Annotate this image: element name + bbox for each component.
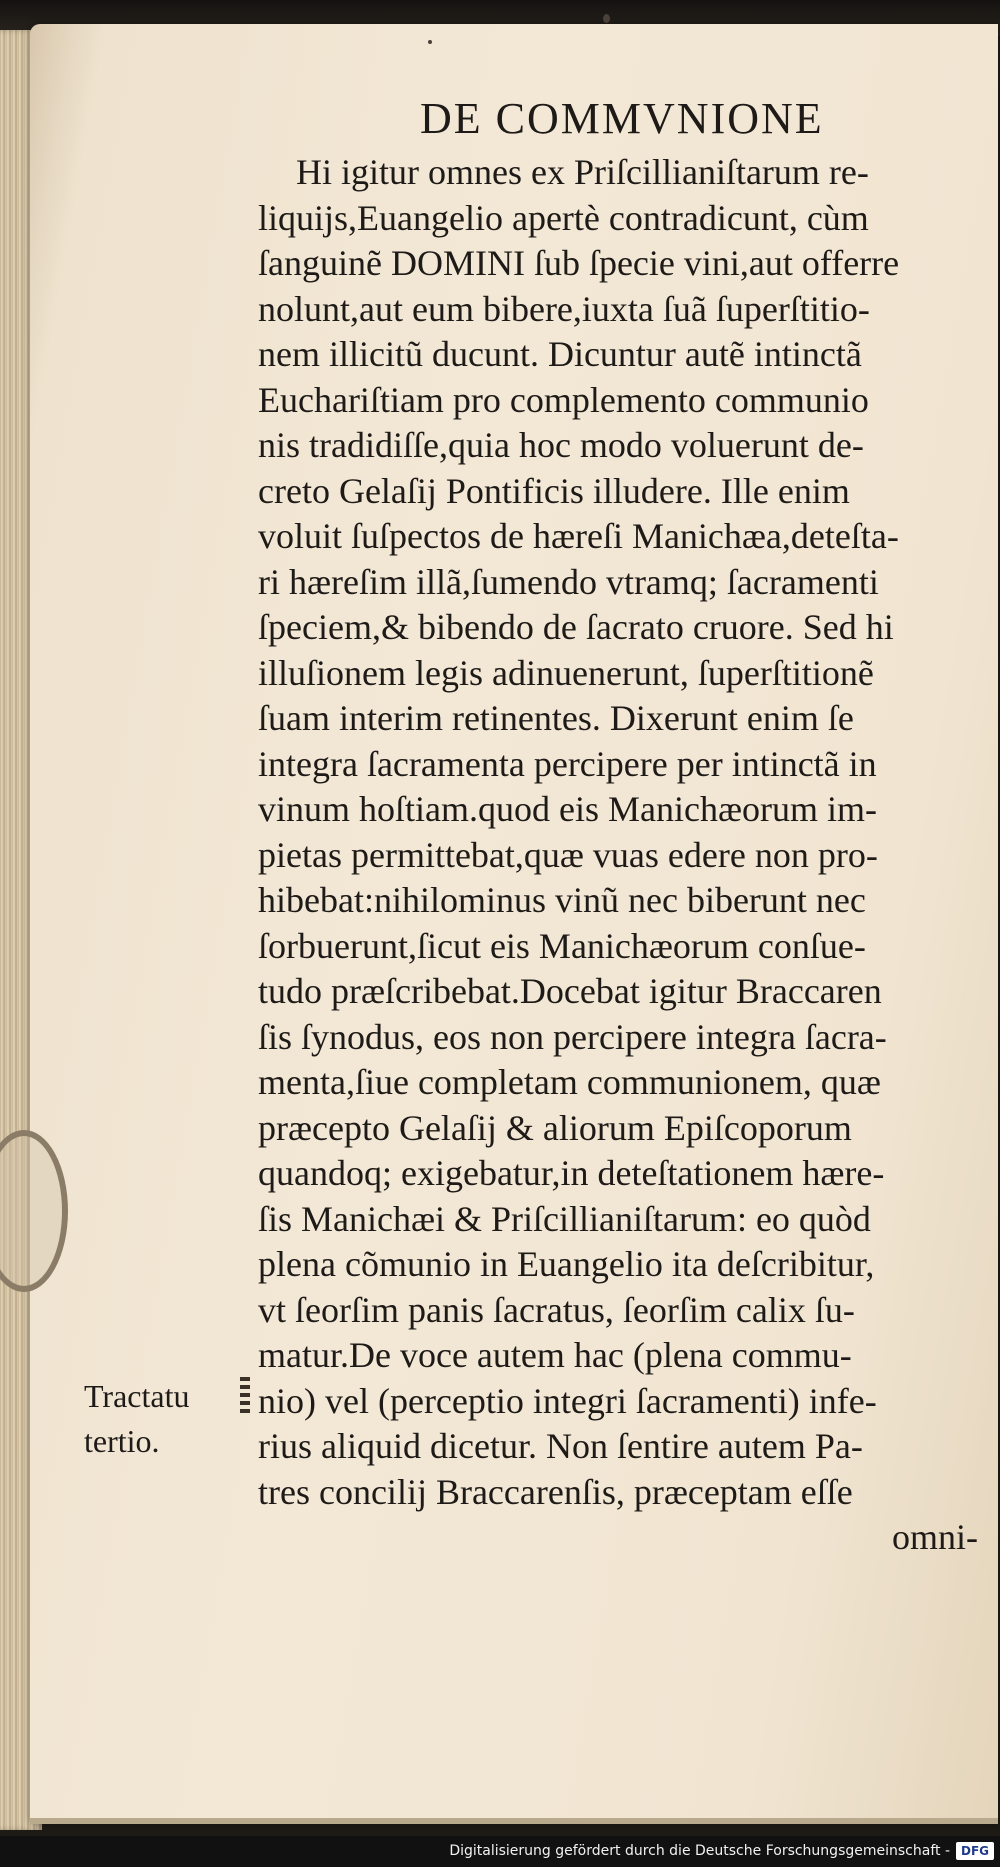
text-line: nio) vel (perceptio integri ſacramenti) infe- xyxy=(258,1380,877,1421)
text-line: Euchariſtiam pro complemento communio xyxy=(258,379,869,420)
text-line: rius aliquid dicetur. Non ſentire autem Pa- xyxy=(258,1426,863,1466)
text-line: tudo præſcribebat.Docebat igitur Braccaren xyxy=(258,971,882,1011)
text-line: menta,ſiue completam communionem, quæ xyxy=(258,1062,881,1102)
text-line: creto Gelaſij Pontificis illudere. Ille enim xyxy=(258,470,850,511)
text-line: nem illicitũ ducunt. Dicuntur autẽ intinctã xyxy=(258,334,862,374)
page-heading: DE COMMVNIONE xyxy=(420,94,824,143)
text-line: ſuam interim retinentes. Dixerunt enim ſe xyxy=(258,698,854,738)
text-line: ſis ſynodus, eos non percipere integra ſacra- xyxy=(258,1016,887,1057)
text-line: quandoq; exigebatur,in deteſtationem hære- xyxy=(258,1153,885,1193)
text-line: plena cõmunio in Euangelio ita deſcribitur, xyxy=(258,1244,875,1284)
text-line: ſpeciem,& bibendo de ſacrato cruore. Sed hi xyxy=(258,607,894,647)
text-line: hibebat:nihilominus vinũ nec biberunt nec xyxy=(258,880,866,920)
text-line: liquijs,Euangelio apertè contradicunt, cùm xyxy=(258,197,869,238)
dfg-logo[interactable]: DFG xyxy=(956,1842,994,1860)
text-line: voluit ſuſpectos de hæreſi Manichæa,deteſta- xyxy=(258,516,899,556)
text-line: ri hæreſim illã,ſumendo vtramq; ſacramenti xyxy=(258,561,879,602)
margin-note-line: Tractatu xyxy=(84,1378,190,1414)
text-line: nis tradidiſſe,quia hoc modo voluerunt de- xyxy=(258,425,864,465)
text-line: ſorbuerunt,ſicut eis Manichæorum conſue- xyxy=(258,925,866,966)
ink-speck xyxy=(428,40,432,44)
text-line: ſis Manichæi & Priſcillianiſtarum: eo quòd xyxy=(258,1198,871,1239)
text-line: vinum hoſtiam.quod eis Manichæorum im- xyxy=(258,789,877,829)
page-bottom-edge xyxy=(30,1818,998,1824)
text-line: vt ſeorſim panis ſacratus, ſeorſim calix ſu- xyxy=(258,1289,855,1330)
text-line: illuſionem legis adinuenerunt, ſuperſtitionẽ xyxy=(258,652,874,693)
digitization-credit: Digitalisierung gefördert durch die Deutsche Forschungsgemeinschaft - xyxy=(449,1843,950,1859)
text-line: integra ſacramenta percipere per intinctã in xyxy=(258,743,877,784)
text-line: nolunt,aut eum bibere,iuxta ſuã ſuperſtitio- xyxy=(258,288,870,329)
ink-speck xyxy=(603,14,610,23)
text-line: tres concilij Braccarenſis, præceptam eſſe xyxy=(258,1471,853,1512)
catchword: omni- xyxy=(892,1517,978,1557)
text-line: ſanguinẽ DOMINI ſub ſpecie vini,aut offerre xyxy=(258,243,900,283)
margin-note-line: tertio. xyxy=(84,1423,160,1459)
text-line: Hi igitur omnes ex Priſcillianiſtarum re- xyxy=(296,152,869,192)
text-line: matur.De voce autem hac (plena commu- xyxy=(258,1335,852,1375)
margin-reference-mark xyxy=(240,1377,250,1417)
body-text xyxy=(258,150,982,1561)
text-line: pietas permittebat,quæ vuas edere non pro- xyxy=(258,834,878,875)
text-line: præcepto Gelaſij & aliorum Epiſcoporum xyxy=(258,1107,852,1148)
margin-note xyxy=(84,1374,189,1464)
